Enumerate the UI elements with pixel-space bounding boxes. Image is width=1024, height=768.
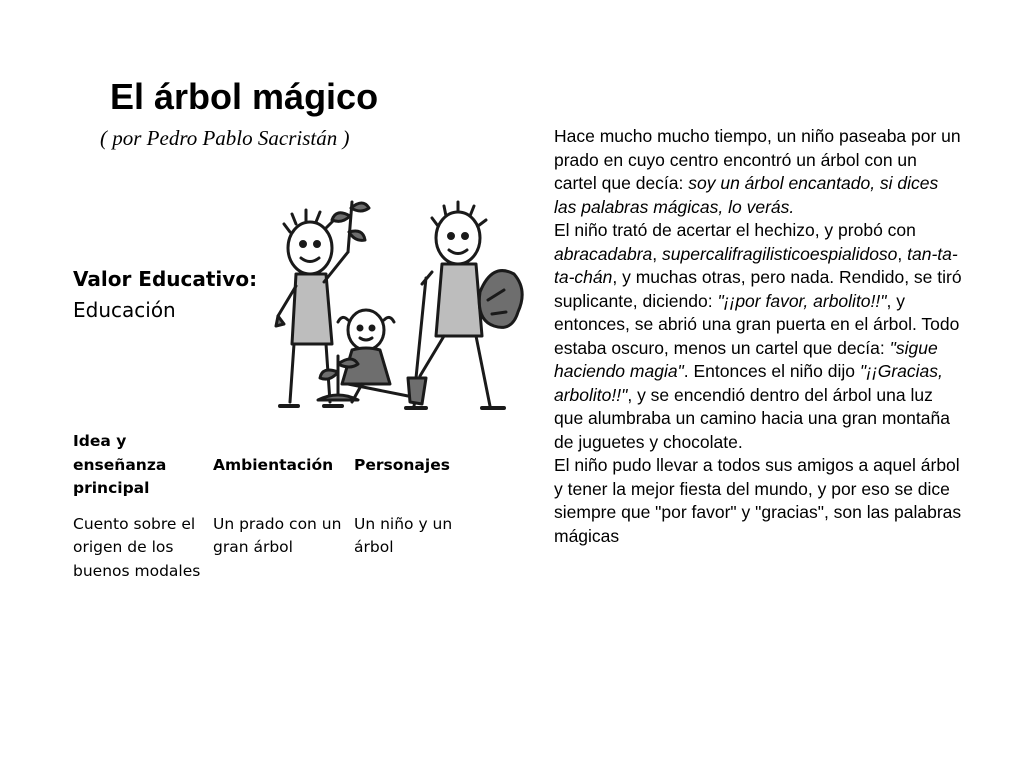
story-text-run: . Entonces el niño dijo xyxy=(683,361,860,381)
story-italic-run: soy un árbol encantado, si dices las palabras mágicas, lo verás. xyxy=(554,173,939,217)
valor-label: Valor Educativo: xyxy=(73,267,258,291)
cell-ambientacion: Un prado con un gran árbol xyxy=(213,514,342,556)
story-text-run: , y entonces, se abrió una gran puerta en el árbol. Todo estaba oscuro, menos un cartel que decía: xyxy=(554,290,960,358)
carried-bush xyxy=(479,271,522,328)
header-ambientacion: Ambientación xyxy=(213,455,334,474)
valor-value: Educación xyxy=(73,298,176,322)
author-byline: ( por Pedro Pablo Sacristán ) xyxy=(100,126,350,150)
shovel xyxy=(408,272,432,404)
story-text-run: El niño trató de acertar el hechizo, y probó con xyxy=(554,220,916,240)
story-italic-run: supercalifragilisticoespialidoso xyxy=(662,243,898,264)
header-idea: Idea y enseñanza principal xyxy=(73,432,167,497)
story-italic-run: "¡¡por favor, arbolito!!" xyxy=(717,290,887,311)
header-personajes: Personajes xyxy=(354,455,450,474)
girl-figure xyxy=(338,310,408,402)
slide-title: El árbol mágico xyxy=(110,76,379,117)
story-text-run: , xyxy=(652,243,663,264)
table-row xyxy=(73,509,474,584)
story-summary-table xyxy=(73,430,474,583)
cell-personajes: Un niño y un árbol xyxy=(354,514,453,556)
cell-idea: Cuento sobre el origen de los buenos modales xyxy=(73,514,201,580)
story-italic-run: "¡¡Gracias, arbolito!!" xyxy=(554,361,943,405)
table-header-row xyxy=(73,430,474,509)
story-text-run: , xyxy=(897,243,908,264)
story-text-run: , y se encendió dentro del árbol una luz que alumbraba un camino hacia una gran montaña de juguetes y chocolate. xyxy=(554,384,950,452)
story-paragraph-1 xyxy=(554,125,964,219)
family-planting-illustration xyxy=(266,196,526,420)
story-italic-run: tan-ta-ta-chán xyxy=(554,243,958,287)
story-italic-run: "sigue haciendo magia" xyxy=(554,337,938,381)
story-text-run: El niño pudo llevar a todos sus amigos a aquel árbol y tener la mejor fiesta del mundo, y por eso se dice siempre que "por favor" y "gracias", son las palabras mágicas xyxy=(554,455,962,546)
valor-educativo xyxy=(73,264,257,326)
story-paragraph-3 xyxy=(554,454,964,548)
sapling-left xyxy=(332,202,369,252)
story-text-run: Hace mucho mucho tiempo, un niño paseaba por un prado en cuyo centro encontró un árbol con un cartel que decía: xyxy=(554,126,961,193)
story-paragraph-2 xyxy=(554,219,964,454)
story-italic-run: abracadabra xyxy=(554,243,653,264)
story-text-run: , y muchas otras, pero nada. Rendido, se tiró suplicante, diciendo: xyxy=(554,267,962,311)
story-text xyxy=(554,125,964,548)
